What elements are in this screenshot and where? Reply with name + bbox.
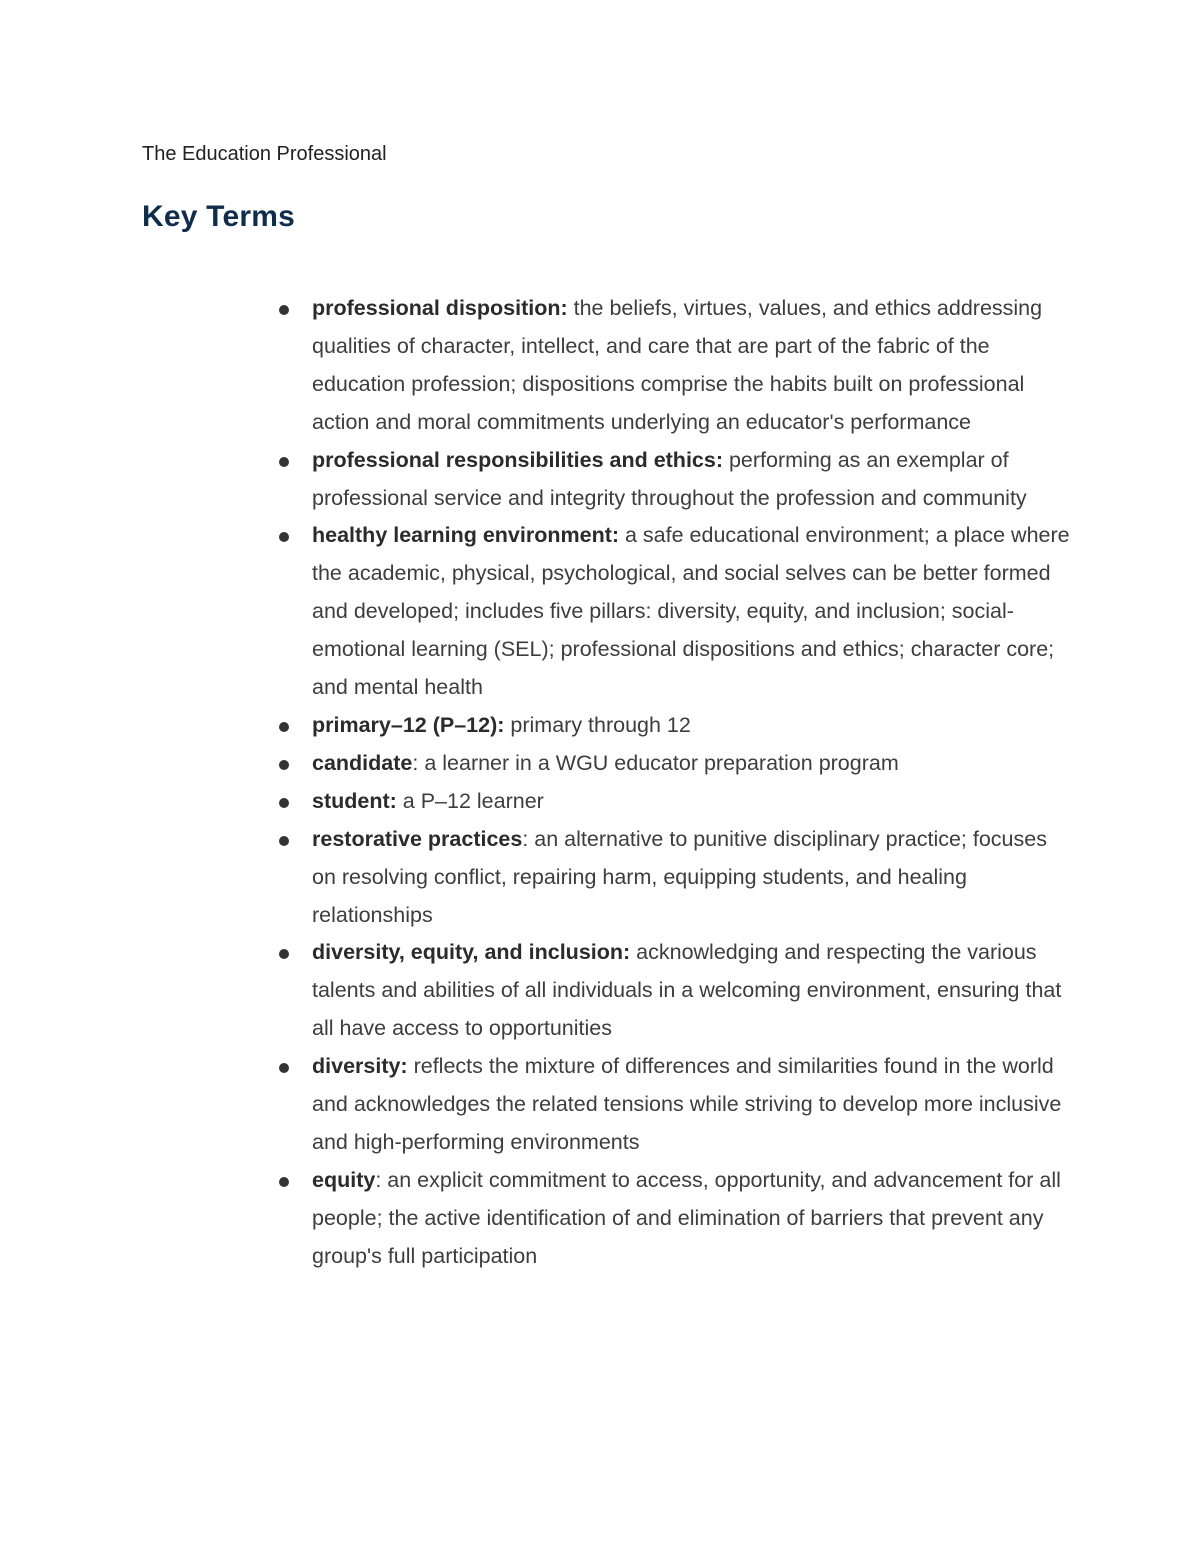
key-terms-list [312,290,1072,1276]
term-definition: a P–12 learner [396,788,544,813]
bullet-icon [279,722,289,732]
bullet-icon [279,1177,289,1187]
term-definition: acknowledging and respecting the various talents and abilities of all individuals in a welcoming environment, ensuring that all have access to opportunities [312,940,1062,1041]
term-definition: : a learner in a WGU educator preparation program [412,750,899,775]
list-item [312,707,1072,745]
bullet-icon [279,305,289,315]
term-definition: the beliefs, virtues, values, and ethics addressing qualities of character, intellect, and care that are part of the fabric of the education profession; dispositions comprise the habits built on professional action and moral commitments underlying an educator's performance [312,296,1043,434]
bullet-icon [279,760,289,770]
term-definition: : an alternative to punitive disciplinary practice; focuses on resolving conflict, repairing harm, equipping students, and healing relationships [312,826,1047,927]
bullet-icon [279,949,289,959]
term-name: restorative practices [312,826,523,851]
list-item [312,517,1072,707]
list-item [312,934,1072,1048]
list-item [312,821,1072,935]
term-definition: performing as an exemplar of professional service and integrity throughout the profession and community [312,447,1027,510]
term-name: diversity, equity, and inclusion: [312,940,631,965]
list-item [312,290,1072,442]
term-name: primary–12 (P–12): [312,712,505,737]
term-name: candidate [312,750,413,775]
term-name: student: [312,788,397,813]
term-name: professional responsibilities and ethics: [312,447,723,472]
list-item [312,1162,1072,1276]
term-definition: : an explicit commitment to access, opportunity, and advancement for all people; the active identification of and elimination of barriers that prevent any group's full participation [312,1167,1061,1268]
document-title: The Education Professional [142,143,387,165]
list-item [312,783,1072,821]
term-name: healthy learning environment: [312,523,620,548]
bullet-icon [279,1063,289,1073]
bullet-icon [279,532,289,542]
list-item [312,745,1072,783]
term-name: professional disposition: [312,296,568,320]
term-definition: primary through 12 [504,712,691,737]
bullet-icon [279,798,289,808]
list-item [312,1048,1072,1162]
term-name: diversity: [312,1054,408,1079]
term-definition: reflects the mixture of differences and similarities found in the world and acknowledges the related tensions while striving to develop more inclusive and high-performing environments [312,1054,1062,1154]
list-item [312,442,1072,518]
section-heading: Key Terms [142,200,295,233]
bullet-icon [279,457,289,467]
term-definition: a safe educational environment; a place where the academic, physical, psychological, and social selves can be better formed and developed; includes five pillars: diversity, equity, and inclusion; social-emotional learning (SEL); professional dispositions and ethics; character core; and mental health [312,523,1070,700]
bullet-icon [279,836,289,846]
term-name: equity [312,1167,376,1192]
